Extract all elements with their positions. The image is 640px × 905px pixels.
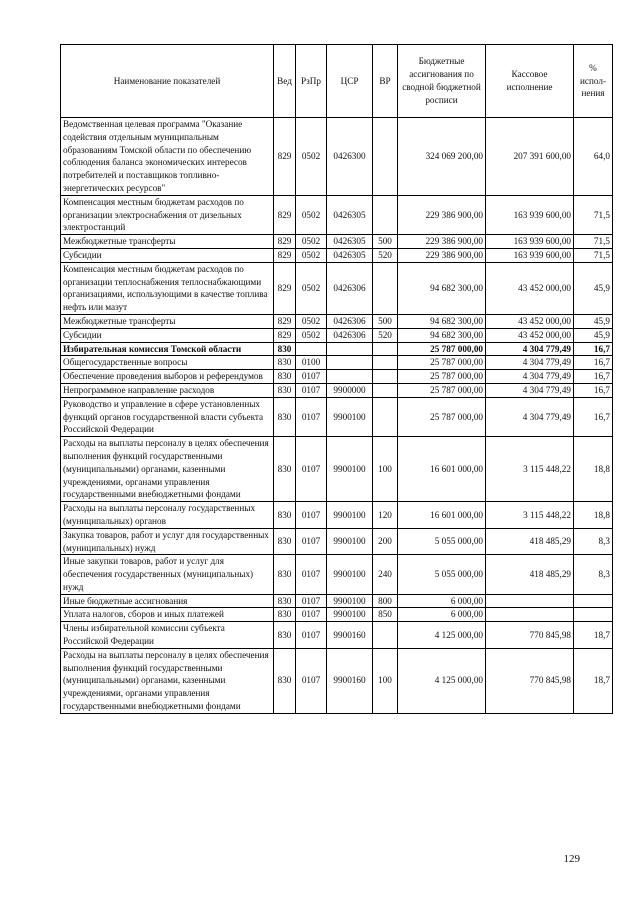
row-rzpr: 0107 — [296, 594, 327, 608]
row-ved: 829 — [274, 262, 296, 314]
row-ved: 829 — [274, 314, 296, 328]
row-ved: 829 — [274, 235, 296, 249]
table-row — [61, 383, 613, 397]
row-csr: 0426305 — [327, 235, 373, 249]
table-row — [61, 397, 613, 436]
budget-table — [60, 44, 613, 714]
row-cash: 163 939 600,00 — [486, 195, 574, 234]
row-vr: 520 — [373, 248, 398, 262]
row-rzpr: 0502 — [296, 195, 327, 234]
row-vr — [373, 370, 398, 384]
row-cash: 3 115 448,22 — [486, 502, 574, 529]
row-rzpr: 0502 — [296, 235, 327, 249]
row-ved: 830 — [274, 594, 296, 608]
row-percent: 64,0 — [574, 118, 613, 196]
table-row — [61, 502, 613, 529]
row-csr — [327, 356, 373, 370]
row-percent: 16,7 — [574, 397, 613, 436]
row-rzpr — [296, 342, 327, 356]
row-assigned: 94 682 300,00 — [398, 328, 486, 342]
row-assigned: 4 125 000,00 — [398, 622, 486, 649]
row-percent: 18,7 — [574, 648, 613, 713]
row-rzpr: 0107 — [296, 437, 327, 502]
table-row — [61, 342, 613, 356]
row-csr: 0426306 — [327, 328, 373, 342]
row-cash: 4 304 779,49 — [486, 383, 574, 397]
row-csr: 9900160 — [327, 648, 373, 713]
row-ved: 830 — [274, 370, 296, 384]
row-assigned: 324 069 200,00 — [398, 118, 486, 196]
row-percent: 16,7 — [574, 370, 613, 384]
header-rzpr: РзПр — [296, 45, 327, 118]
row-rzpr: 0107 — [296, 648, 327, 713]
row-rzpr: 0107 — [296, 608, 327, 622]
row-name: Расходы на выплаты персоналу в целях обеспечения выполнения функций государственными (муниципальными) органами, казенными учреждениями, органами управления государственными внебюджетными фондами — [61, 437, 274, 502]
row-assigned: 5 055 000,00 — [398, 555, 486, 594]
row-vr — [373, 397, 398, 436]
table-row — [61, 608, 613, 622]
row-csr: 0426305 — [327, 248, 373, 262]
table-row — [61, 314, 613, 328]
row-ved: 830 — [274, 555, 296, 594]
row-cash: 418 485,29 — [486, 528, 574, 555]
row-cash: 43 452 000,00 — [486, 314, 574, 328]
row-vr: 500 — [373, 314, 398, 328]
row-ved: 830 — [274, 356, 296, 370]
row-vr: 100 — [373, 648, 398, 713]
row-name: Общегосударственные вопросы — [61, 356, 274, 370]
row-rzpr: 0107 — [296, 502, 327, 529]
row-rzpr: 0107 — [296, 555, 327, 594]
row-name: Иные закупки товаров, работ и услуг для обеспечения государственных (муниципальных) нужд — [61, 555, 274, 594]
row-cash: 770 845,98 — [486, 648, 574, 713]
row-name: Субсидии — [61, 248, 274, 262]
row-cash — [486, 608, 574, 622]
row-rzpr: 0100 — [296, 356, 327, 370]
row-assigned: 25 787 000,00 — [398, 397, 486, 436]
row-cash: 43 452 000,00 — [486, 328, 574, 342]
row-name: Межбюджетные трансферты — [61, 314, 274, 328]
row-vr: 240 — [373, 555, 398, 594]
table-row — [61, 555, 613, 594]
row-ved: 829 — [274, 195, 296, 234]
row-percent: 8,3 — [574, 528, 613, 555]
row-assigned: 229 386 900,00 — [398, 235, 486, 249]
row-ved: 830 — [274, 383, 296, 397]
row-percent: 16,7 — [574, 356, 613, 370]
row-ved: 830 — [274, 502, 296, 529]
table-row — [61, 356, 613, 370]
row-cash: 4 304 779,49 — [486, 342, 574, 356]
row-name: Руководство и управление в сфере установленных функций органов государственной власти субъекта Российской Федерации — [61, 397, 274, 436]
table-body — [61, 118, 613, 714]
budget-document — [60, 44, 612, 714]
row-vr — [373, 118, 398, 196]
row-csr: 9900100 — [327, 555, 373, 594]
header-percent: % испол-нения — [574, 45, 613, 118]
table-row — [61, 235, 613, 249]
row-rzpr: 0502 — [296, 118, 327, 196]
header-vr: ВР — [373, 45, 398, 118]
row-vr: 520 — [373, 328, 398, 342]
row-percent: 71,5 — [574, 195, 613, 234]
row-ved: 830 — [274, 622, 296, 649]
row-assigned: 6 000,00 — [398, 594, 486, 608]
row-vr: 850 — [373, 608, 398, 622]
row-rzpr: 0502 — [296, 262, 327, 314]
row-csr: 9900000 — [327, 383, 373, 397]
row-vr: 800 — [373, 594, 398, 608]
row-percent: 16,7 — [574, 383, 613, 397]
row-csr: 0426306 — [327, 262, 373, 314]
row-name: Избирательная комиссия Томской области — [61, 342, 274, 356]
row-percent: 45,9 — [574, 328, 613, 342]
row-csr: 9900100 — [327, 608, 373, 622]
table-row — [61, 437, 613, 502]
row-name: Компенсация местным бюджетам расходов по организации теплоснабжения теплоснабжающими организациями, использующими в качестве топлива нефть или мазут — [61, 262, 274, 314]
row-vr: 100 — [373, 437, 398, 502]
row-assigned: 94 682 300,00 — [398, 262, 486, 314]
row-rzpr: 0107 — [296, 528, 327, 555]
table-row — [61, 528, 613, 555]
row-percent: 71,5 — [574, 235, 613, 249]
row-ved: 830 — [274, 528, 296, 555]
row-rzpr: 0502 — [296, 314, 327, 328]
row-assigned: 25 787 000,00 — [398, 342, 486, 356]
row-name: Закупка товаров, работ и услуг для государственных (муниципальных) нужд — [61, 528, 274, 555]
row-assigned: 25 787 000,00 — [398, 383, 486, 397]
row-rzpr: 0107 — [296, 622, 327, 649]
row-percent — [574, 608, 613, 622]
row-assigned: 6 000,00 — [398, 608, 486, 622]
row-assigned: 4 125 000,00 — [398, 648, 486, 713]
row-assigned: 16 601 000,00 — [398, 502, 486, 529]
row-csr: 9900100 — [327, 397, 373, 436]
row-rzpr: 0107 — [296, 397, 327, 436]
row-assigned: 229 386 900,00 — [398, 195, 486, 234]
row-vr: 500 — [373, 235, 398, 249]
row-ved: 830 — [274, 648, 296, 713]
page-number: 129 — [563, 853, 580, 865]
row-cash: 163 939 600,00 — [486, 235, 574, 249]
row-name: Расходы на выплаты персоналу государственных (муниципальных) органов — [61, 502, 274, 529]
table-header-row — [61, 45, 613, 118]
row-name: Ведомственная целевая программа "Оказание содействия отдельным муниципальным образованиям Томской области по обеспечению соблюдения баланса экономических интересов потребителей и поставщиков топливно-энергетических ресурсов" — [61, 118, 274, 196]
table-row — [61, 594, 613, 608]
row-percent: 18,8 — [574, 437, 613, 502]
row-csr: 0426305 — [327, 195, 373, 234]
row-cash: 207 391 600,00 — [486, 118, 574, 196]
row-name: Обеспечение проведения выборов и референдумов — [61, 370, 274, 384]
row-percent: 45,9 — [574, 314, 613, 328]
row-cash: 770 845,98 — [486, 622, 574, 649]
row-csr — [327, 370, 373, 384]
row-vr — [373, 262, 398, 314]
row-vr — [373, 342, 398, 356]
row-vr — [373, 356, 398, 370]
row-assigned: 5 055 000,00 — [398, 528, 486, 555]
table-row — [61, 370, 613, 384]
table-row — [61, 248, 613, 262]
row-name: Расходы на выплаты персоналу в целях обеспечения выполнения функций государственными (муниципальными) органами, казенными учреждениями, органами управления государственными внебюджетными фондами — [61, 648, 274, 713]
row-rzpr: 0502 — [296, 328, 327, 342]
row-percent: 8,3 — [574, 555, 613, 594]
row-name: Межбюджетные трансферты — [61, 235, 274, 249]
row-percent: 16,7 — [574, 342, 613, 356]
row-ved: 829 — [274, 328, 296, 342]
row-csr: 9900160 — [327, 622, 373, 649]
row-percent: 18,8 — [574, 502, 613, 529]
row-assigned: 16 601 000,00 — [398, 437, 486, 502]
row-cash: 3 115 448,22 — [486, 437, 574, 502]
header-assigned: Бюджетные ассигнования по сводной бюджетной росписи — [398, 45, 486, 118]
header-ved: Вед — [274, 45, 296, 118]
row-name: Уплата налогов, сборов и иных платежей — [61, 608, 274, 622]
table-row — [61, 118, 613, 196]
row-cash: 4 304 779,49 — [486, 356, 574, 370]
row-cash — [486, 594, 574, 608]
header-cash: Кассовое исполнение — [486, 45, 574, 118]
table-row — [61, 622, 613, 649]
row-assigned: 229 386 900,00 — [398, 248, 486, 262]
row-name: Иные бюджетные ассигнования — [61, 594, 274, 608]
row-name: Члены избирательной комиссии субъекта Российской Федерации — [61, 622, 274, 649]
table-row — [61, 648, 613, 713]
row-vr — [373, 622, 398, 649]
row-name: Компенсация местным бюджетам расходов по организации электроснабжения от дизельных электростанций — [61, 195, 274, 234]
row-csr: 9900100 — [327, 437, 373, 502]
row-percent: 18,7 — [574, 622, 613, 649]
row-csr: 9900100 — [327, 594, 373, 608]
row-assigned: 94 682 300,00 — [398, 314, 486, 328]
row-percent: 71,5 — [574, 248, 613, 262]
row-name: Субсидии — [61, 328, 274, 342]
row-ved: 829 — [274, 248, 296, 262]
row-name: Непрограммное направление расходов — [61, 383, 274, 397]
row-cash: 418 485,29 — [486, 555, 574, 594]
row-csr: 9900100 — [327, 528, 373, 555]
row-ved: 830 — [274, 397, 296, 436]
table-row — [61, 262, 613, 314]
row-ved: 830 — [274, 608, 296, 622]
row-csr: 0426300 — [327, 118, 373, 196]
row-csr — [327, 342, 373, 356]
row-percent: 45,9 — [574, 262, 613, 314]
header-name: Наименование показателей — [61, 45, 274, 118]
row-vr: 200 — [373, 528, 398, 555]
row-cash: 163 939 600,00 — [486, 248, 574, 262]
row-cash: 43 452 000,00 — [486, 262, 574, 314]
row-rzpr: 0107 — [296, 370, 327, 384]
row-rzpr: 0107 — [296, 383, 327, 397]
row-vr — [373, 195, 398, 234]
row-ved: 830 — [274, 437, 296, 502]
row-percent — [574, 594, 613, 608]
row-ved: 830 — [274, 342, 296, 356]
row-cash: 4 304 779,49 — [486, 397, 574, 436]
row-vr: 120 — [373, 502, 398, 529]
table-row — [61, 195, 613, 234]
row-cash: 4 304 779,49 — [486, 370, 574, 384]
table-row — [61, 328, 613, 342]
header-csr: ЦСР — [327, 45, 373, 118]
row-ved: 829 — [274, 118, 296, 196]
row-rzpr: 0502 — [296, 248, 327, 262]
row-assigned: 25 787 000,00 — [398, 356, 486, 370]
row-assigned: 25 787 000,00 — [398, 370, 486, 384]
row-vr — [373, 383, 398, 397]
row-csr: 9900100 — [327, 502, 373, 529]
row-csr: 0426306 — [327, 314, 373, 328]
